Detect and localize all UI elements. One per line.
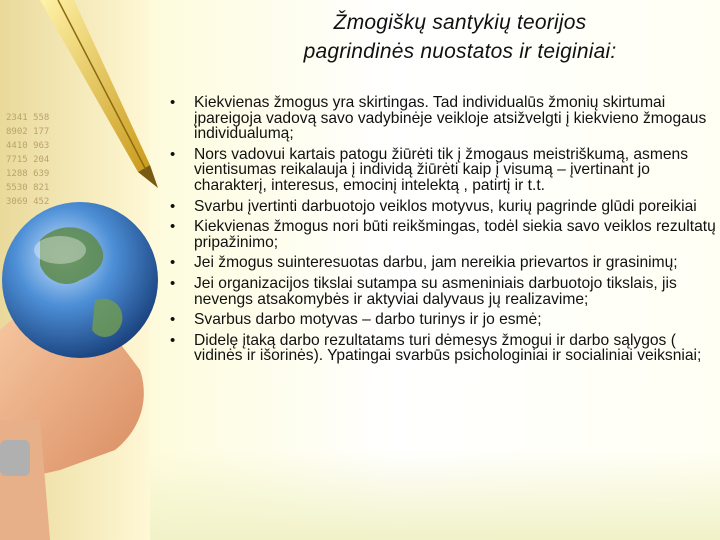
bullet-item: • Kiekvienas žmogus nori būti reikšmingas, todėl siekia savo veiklos rezultatų pripažinimo; — [170, 219, 718, 250]
ledger-numbers — [6, 113, 49, 207]
globe-highlight — [34, 236, 86, 264]
bullet-item: • Didelę įtaką darbo rezultatams turi dėmesys žmogui ir darbo sąlygos ( vidinės ir išorinės). Ypatingai svarbūs psichologiniai ir socialiniai veiksniai; — [170, 333, 718, 364]
svg-text:2341 558: 2341 558 — [6, 113, 50, 123]
bullet-item: • Kiekvienas žmogus yra skirtingas. Tad individualūs žmonių skirtumai įpareigoja vadovą savo vadybinėje veikloje atsižvelgti į kiekvieno žmogaus individualumą; — [170, 95, 718, 142]
bullet-list — [170, 95, 718, 369]
svg-text:5530 821: 5530 821 — [6, 183, 50, 193]
svg-text:7715 204: 7715 204 — [6, 155, 50, 165]
title-line-1: Žmogiškų santykių teorijos — [333, 11, 587, 34]
svg-text:8902 177: 8902 177 — [6, 127, 50, 137]
svg-text:1288 639: 1288 639 — [6, 169, 50, 179]
bullet-item: • Jei organizacijos tikslai sutampa su asmeniniais darbuotojo tikslais, jis nevengs atsakomybės ir aktyviai dalyvaus jų realizavime; — [170, 276, 718, 307]
bullet-item: • Jei žmogus suinteresuotas darbu, jam nereikia prievartos ir grasinimų; — [170, 255, 718, 271]
bullet-item: • Svarbus darbo motyvas – darbo turinys ir jo esmė; — [170, 312, 718, 328]
slide-title — [230, 8, 690, 66]
svg-text:3069 452: 3069 452 — [6, 197, 50, 207]
bullet-item: • Svarbu įvertinti darbuotojo veiklos motyvus, kurių pagrinde glūdi poreikiai — [170, 199, 718, 215]
title-line-2: pagrindinės nuostatos ir teiginiai: — [303, 40, 617, 63]
svg-text:4410 963: 4410 963 — [6, 141, 50, 151]
bullet-item: • Nors vadovui kartais patogu žiūrėti tik į žmogaus meistriškumą, asmens vientisumas reikalauja į individą žiūrėti kaip į visumą – įvertinant jo charakterį, interesus, emocinį intelektą , patirtį ir t.t. — [170, 147, 718, 194]
watch-icon — [0, 440, 30, 476]
